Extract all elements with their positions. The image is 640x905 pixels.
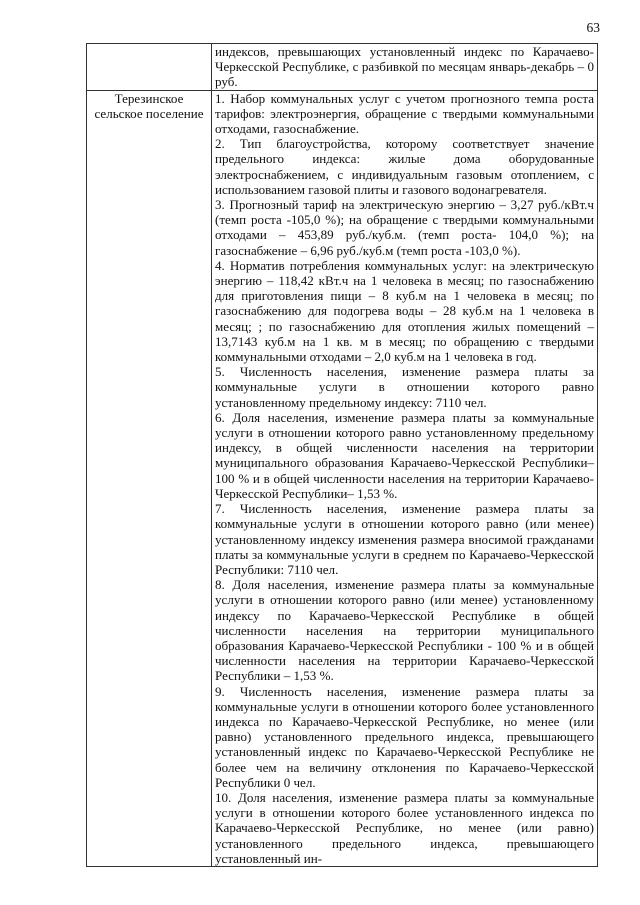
indicator-item-7: 7. Численность населения, изменение размера платы за коммунальные услуги в отношении которого равно (или менее) установленному индексу изменения размера вносимой гражданами платы за коммунальные услуги в среднем по Карачаево-Черкесской Республики: 7110 чел. [215, 501, 594, 577]
utility-index-table [86, 43, 598, 867]
table-row-tereza [87, 90, 598, 866]
continuation-text: индексов, превышающих установленный индекс по Карачаево-Черкесской Республике, с разбивкой по месяцам январь-декабрь – 0 руб. [215, 44, 594, 90]
settlement-name-cell [87, 90, 212, 866]
indicator-item-3: 3. Прогнозный тариф на электрическую энергию – 3,27 руб./кВт.ч (темп роста -105,0 %); на обращение с твердыми коммунальными отходами – 453,89 руб./куб.м. (темп роста- 104,0 %); на газоснабжение – 6,96 руб./куб.м (темп роста -103,0 %). [215, 197, 594, 258]
page-number: 63 [586, 20, 600, 35]
indicator-item-1: 1. Набор коммунальных услуг с учетом прогнозного темпа роста тарифов: электроэнергия, обращение с твердыми коммунальными отходами, газоснабжение. [215, 90, 594, 137]
indicator-item-5: 5. Численность населения, изменение размера платы за коммунальные услуги в отношении которого равно установленному предельному индексу: 7110 чел. [215, 364, 594, 410]
indicator-item-2: 2. Тип благоустройства, которому соответствует значение предельного индекса: жилые дома оборудованные электроснабжением, с индивидуальным газовым отоплением, с использованием газовой плиты и газового водонагревателя. [215, 136, 594, 197]
indicator-item-8: 8. Доля населения, изменение размера платы за коммунальные услуги в отношении которого равно (или менее) установленному индексу по Карачаево-Черкесской Республике в общей численности населения на территории муниципального образования Карачаево-Черкесской Республики - 100 % и в общей численности населения на территории Карачаево-Черкесской Республики – 1,53 %. [215, 577, 594, 684]
settlement-name: Терезинское сельское поселение [94, 90, 204, 121]
indicator-item-10: 10. Доля населения, изменение размера платы за коммунальные услуги в отношении которого более установленного индекса по Карачаево-Черкесской Республике, но менее (или равно) установленного предельного индекса, превышающего установленный ин- [215, 789, 594, 866]
indicator-item-6: 6. Доля населения, изменение размера платы за коммунальные услуги в отношении которого равно установленному предельному индексу, в общей численности населения на территории муниципального образования Карачаево-Черкесской Республики– 100 % и в общей численности населения на территории Карачаево-Черкесской Республики– 1,53 %. [215, 409, 594, 501]
indicator-item-4: 4. Норматив потребления коммунальных услуг: на электрическую энергию – 118,42 кВт.ч на 1 человека в месяц; по газоснабжению для приготовления пищи – 8 куб.м на 1 человека в месяц; по газоснабжению для подогрева воды – 28 куб.м на 1 человека в месяц; ; по газоснабжению для отопления жилых помещений – 13,7143 куб.м на 1 кв. м в месяц; по обращению с твердыми коммунальными отходами – 2,0 куб.м на 1 человека в год. [215, 257, 594, 365]
table-row-continuation [87, 44, 598, 91]
continuation-cell [212, 44, 598, 91]
indicator-item-9: 9. Численность населения, изменение размера платы за коммунальные услуги в отношении которого более установленного индекса по Карачаево-Черкесской Республике, но менее (или равно) установленного предельного индекса, превышающего установленный индекс по Карачаево-Черкесской Республике не более чем на величину отклонения по Карачаево-Черкесской Республики 0 чел. [215, 683, 594, 790]
empty-settlement-cell [87, 44, 212, 91]
indicators-cell [212, 90, 598, 866]
